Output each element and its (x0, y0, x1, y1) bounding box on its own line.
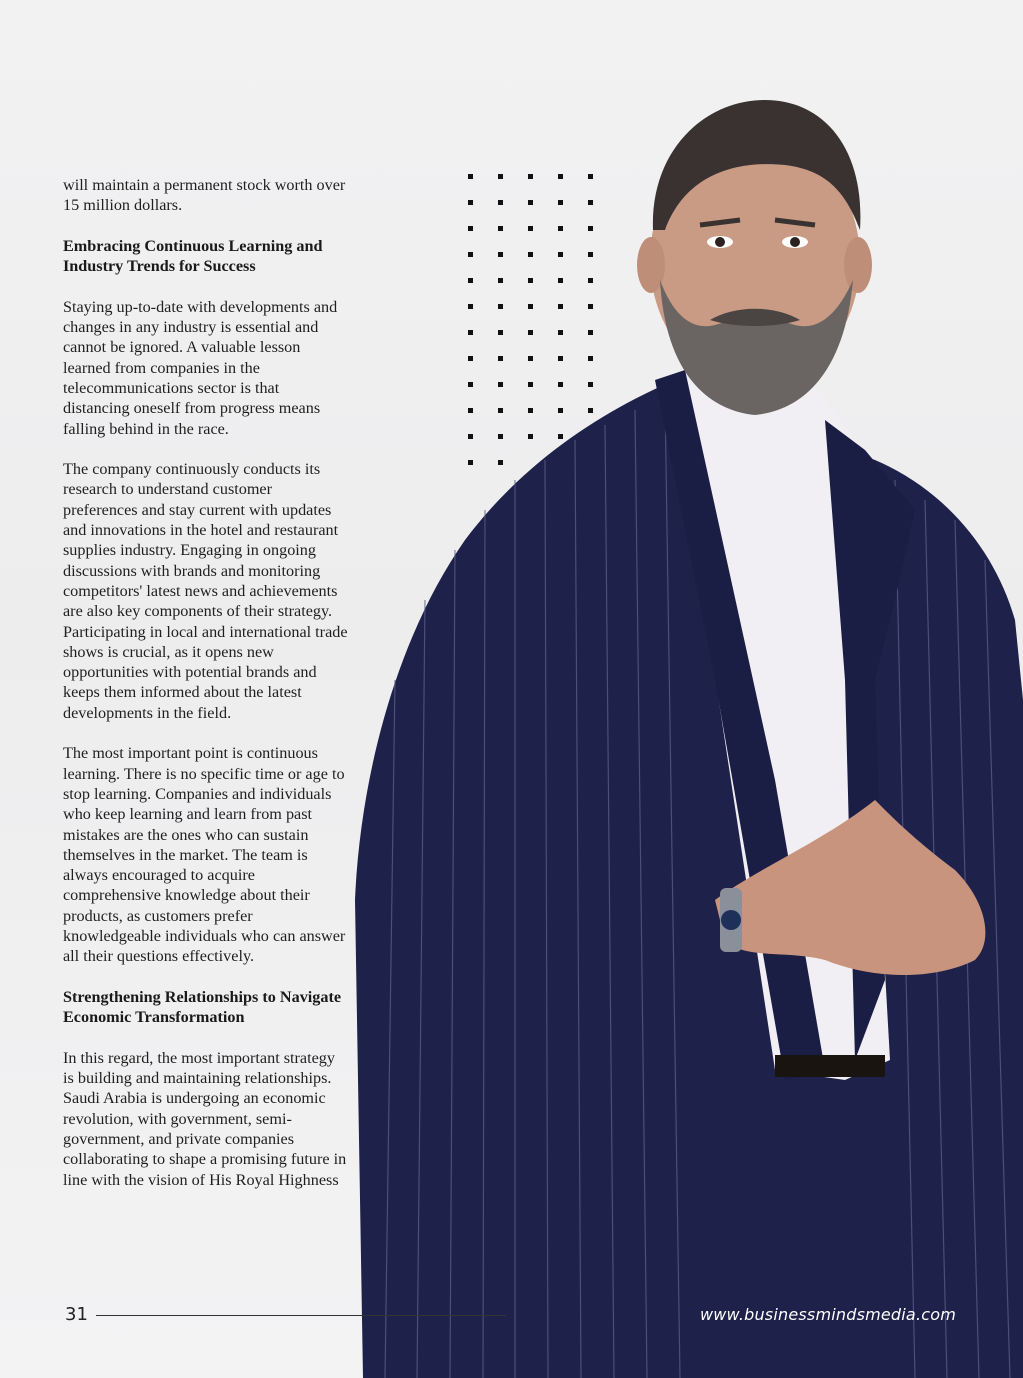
website-url[interactable]: www.businessmindsmedia.com (699, 1305, 956, 1324)
footer-rule (96, 1315, 506, 1316)
portrait-photo (355, 80, 1023, 1378)
section-heading: Embracing Continuous Learning and Industry Trends for Success (63, 236, 323, 276)
article-paragraph: The most important point is continuous learning. There is no specific time or age to stop learning. Companies and individuals who keep learning and learn from past mistakes are the ones who can sustain themselves in the market. The team is always encouraged to acquire comprehensive knowledge about their products, as customers prefer knowledgeable individuals who can answer all their questions effectively. (63, 744, 346, 966)
article-text-column (63, 175, 348, 1210)
page-number: 31 (65, 1304, 88, 1325)
belt (775, 1055, 885, 1077)
article-paragraph: The company continuously conducts its research to understand customer preferences and stay current with updates and innovations in the hotel and restaurant supplies industry. Engaging in ongoing discussions with brands and monitoring competitors' latest news and achievements are also key components of their strategy. Participating in local and international trade shows is crucial, as it opens new opportunities with potential brands and keeps them informed about the latest developments in the field. (63, 460, 348, 722)
article-paragraph: Staying up-to-date with developments and changes in any industry is essential and cannot be ignored. A valuable lesson learned from companies in the telecommunications sector is that distancing oneself from progress means falling behind in the race. (63, 297, 338, 438)
section-heading: Strengthening Relationships to Navigate Economic Transformation (63, 987, 342, 1027)
article-paragraph: In this regard, the most important strategy is building and maintaining relationships. Saudi Arabia is undergoing an economic revolution, with government, semi-government, and private companies collaborating to shape a promising future in line with the vision of His Royal Highness (63, 1048, 347, 1189)
article-paragraph: will maintain a permanent stock worth over 15 million dollars. (63, 176, 346, 215)
